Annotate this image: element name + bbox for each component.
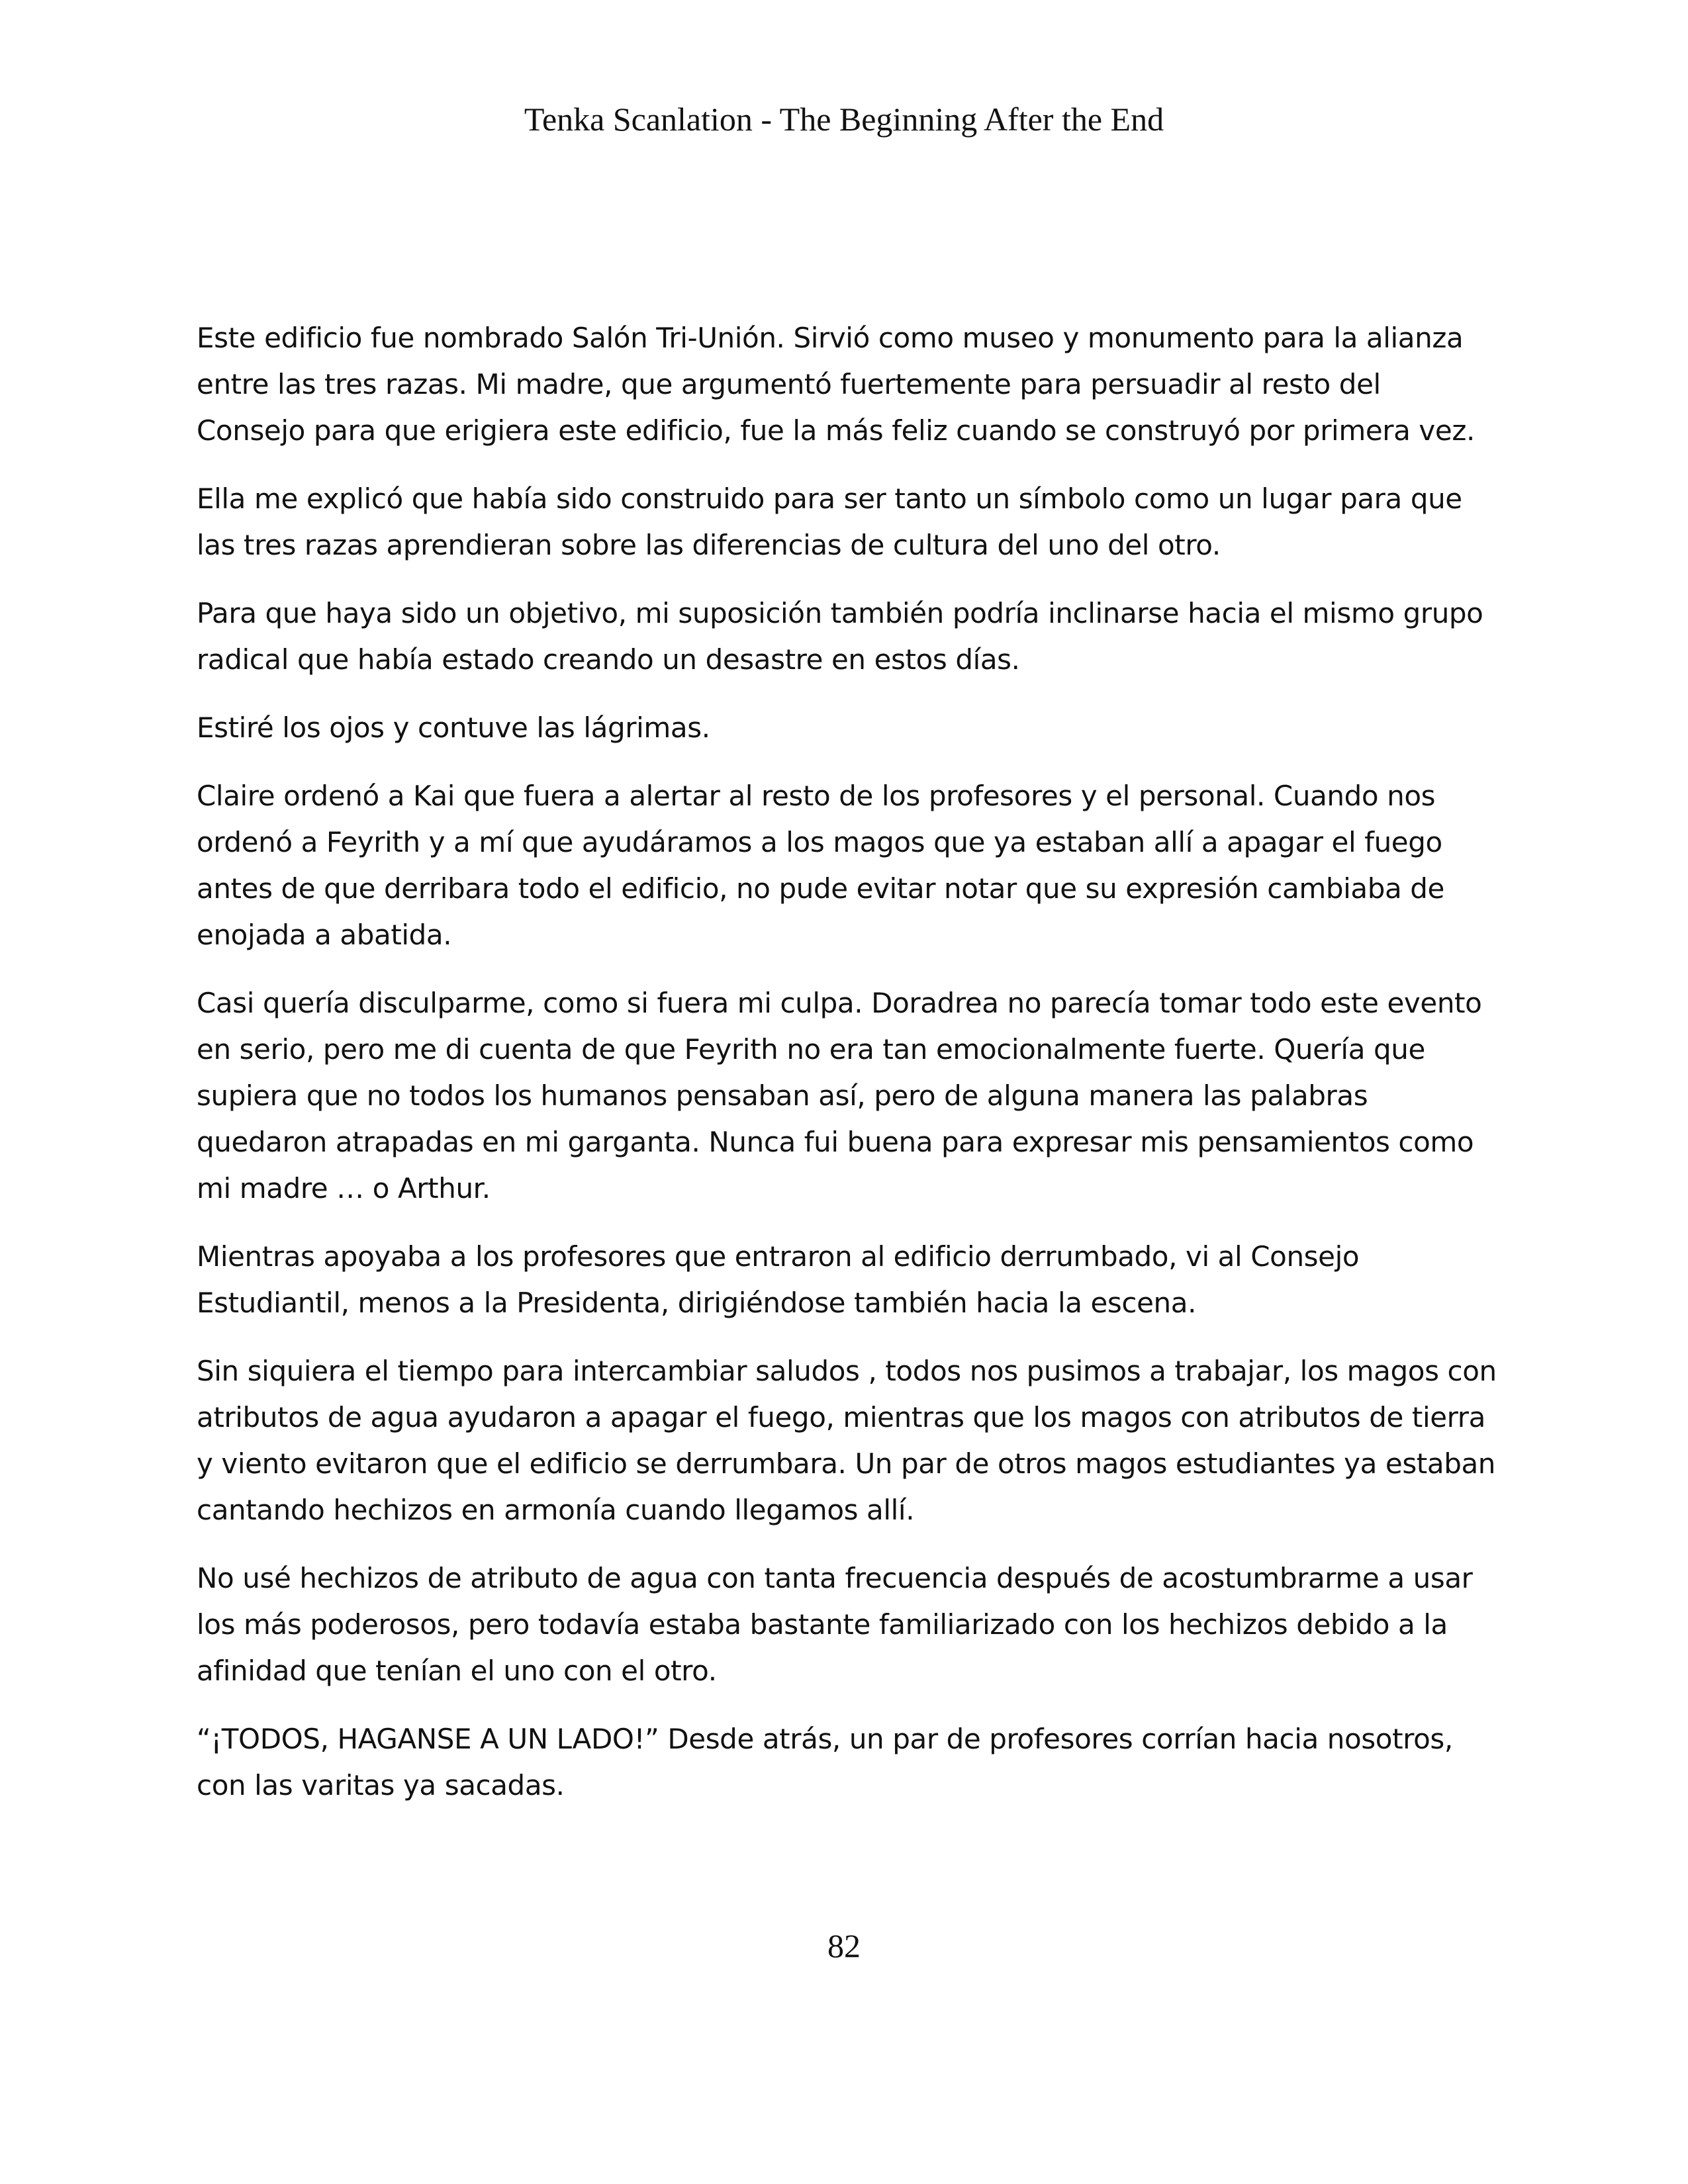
page-number: 82	[827, 1927, 861, 1964]
paragraph: Mientras apoyaba a los profesores que entraron al edificio derrumbado, vi al Consejo Estudiantil, menos a la Presidenta, dirigiéndose también hacia la escena.	[197, 1240, 1360, 1319]
paragraph: Casi quería disculparme, como si fuera mi culpa. Doradrea no parecía tomar todo este evento en serio, pero me di cuenta de que Feyrith no era tan emocionalmente fuerte. Quería que supiera que no todos los humanos pensaban así, pero de alguna manera las palabras quedaron atrapadas en mi garganta. Nunca fui buena para expresar mis pensamientos como mi madre … o Arthur.	[197, 987, 1482, 1205]
paragraph: Ella me explicó que había sido construido para ser tanto un símbolo como un lugar para que las tres razas aprendieran sobre las diferencias de cultura del uno del otro.	[197, 482, 1462, 561]
body-text	[197, 315, 1497, 1831]
paragraph: “¡TODOS, HAGANSE A UN LADO!” Desde atrás, un par de profesores corrían hacia nosotros, con las varitas ya sacadas.	[197, 1723, 1453, 1801]
paragraph: Estiré los ojos y contuve las lágrimas.	[197, 711, 710, 744]
paragraph: No usé hechizos de atributo de agua con tanta frecuencia después de acostumbrarme a usar los más poderosos, pero todavía estaba bastante familiarizado con los hechizos debido a la afinidad que tenían el uno con el otro.	[197, 1562, 1473, 1687]
paragraph: Claire ordenó a Kai que fuera a alertar al resto de los profesores y el personal. Cuando nos ordenó a Feyrith y a mí que ayudáramos a los magos que ya estaban allí a apagar el fuego antes de que derribara todo el edificio, no pude evitar notar que su expresión cambiaba de enojada a abatida.	[197, 780, 1444, 951]
paragraph: Sin siquiera el tiempo para intercambiar saludos , todos nos pusimos a trabajar, los magos con atributos de agua ayudaron a apagar el fuego, mientras que los magos con atributos de tierra y viento evitaron que el edificio se derrumbara. Un par de otros magos estudiantes ya estaban cantando hechizos en armonía cuando llegamos allí.	[197, 1355, 1497, 1526]
paragraph: Para que haya sido un objetivo, mi suposición también podría inclinarse hacia el mismo grupo radical que había estado creando un desastre en estos días.	[197, 597, 1483, 676]
page-header-title: Tenka Scanlation - The Beginning After the End	[524, 101, 1164, 138]
paragraph: Este edificio fue nombrado Salón Tri-Unión. Sirvió como museo y monumento para la alianza entre las tres razas. Mi madre, que argumentó fuertemente para persuadir al resto del Consejo para que erigiera este edificio, fue la más feliz cuando se construyó por primera vez.	[197, 322, 1475, 447]
